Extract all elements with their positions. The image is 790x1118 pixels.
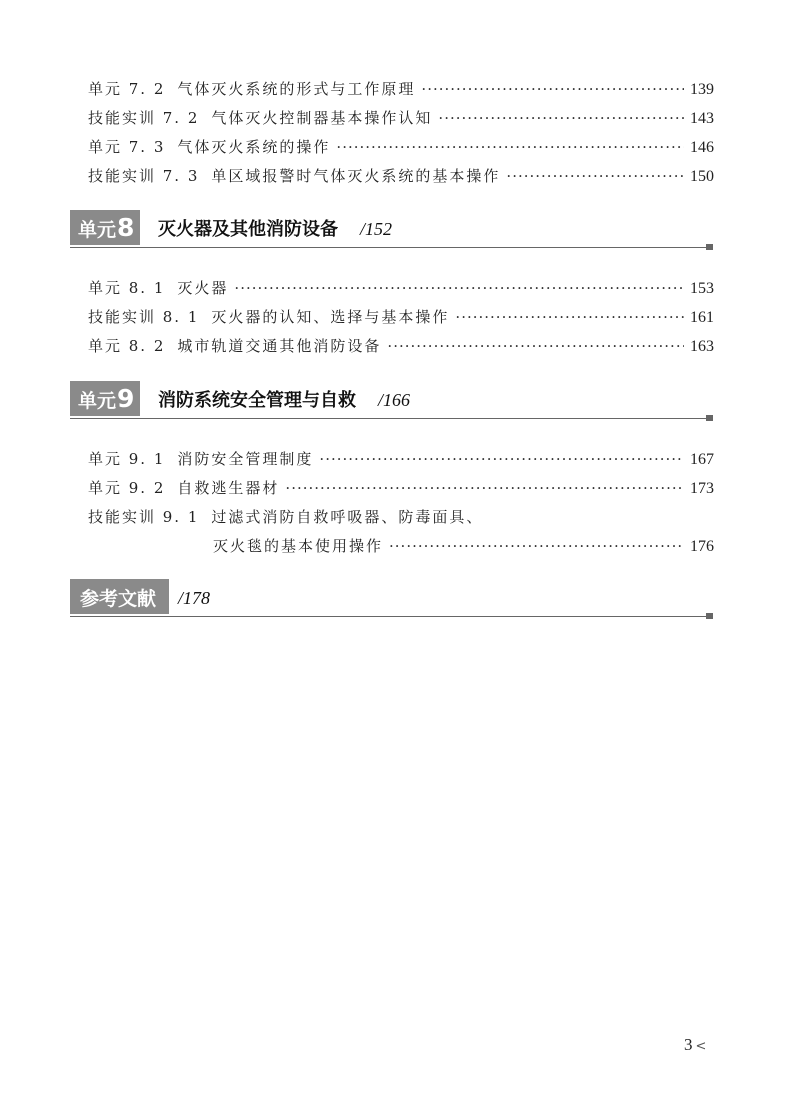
toc-entry-page: 139 xyxy=(690,81,714,98)
toc-leader-dots xyxy=(336,136,684,158)
toc-leader-dots xyxy=(234,277,684,299)
references-badge-label: 参考文献 xyxy=(80,588,157,610)
toc-entry-title: 过滤式消防自救呼吸器、防毒面具、 xyxy=(211,508,484,526)
page-number: 3 xyxy=(684,1035,693,1054)
unit-badge xyxy=(70,210,140,245)
toc-entry-page: 150 xyxy=(690,168,714,185)
toc-entry[interactable] xyxy=(88,107,714,129)
toc-leader-dots xyxy=(455,306,684,328)
toc-entry[interactable] xyxy=(88,477,714,499)
toc-entry-title: 灭火器 xyxy=(177,279,229,297)
unit-badge-label: 单元 xyxy=(78,219,117,241)
toc-entry-title: 城市轨道交通其他消防设备 xyxy=(177,337,382,355)
references-title-line xyxy=(178,585,210,612)
toc-entry[interactable] xyxy=(88,136,714,158)
toc-entry-page: 161 xyxy=(690,309,714,326)
unit-title-line xyxy=(158,387,410,414)
unit-title: 消防系统安全管理与自救 xyxy=(158,390,356,411)
toc-entry-code: 单元 8. 2 xyxy=(88,337,166,355)
toc-entry[interactable] xyxy=(88,306,714,328)
footer-mark: < xyxy=(695,1039,707,1054)
toc-entry-code: 技能实训 7. 2 xyxy=(88,109,200,127)
toc-entry-title: 灭火毯的基本使用操作 xyxy=(213,537,384,555)
toc-leader-dots xyxy=(285,477,684,499)
toc-entry-page: 163 xyxy=(690,338,714,355)
toc-entry-code: 单元 7. 3 xyxy=(88,138,166,156)
toc-entry-code: 技能实训 8. 1 xyxy=(88,308,200,326)
toc-entry-code: 单元 9. 1 xyxy=(88,450,166,468)
unit-divider-end xyxy=(706,415,713,421)
toc-leader-dots xyxy=(506,165,684,187)
unit-divider xyxy=(70,418,713,419)
unit-header[interactable] xyxy=(70,381,713,421)
unit-header[interactable] xyxy=(70,210,713,250)
unit-divider-end xyxy=(706,244,713,250)
unit-badge-label: 单元 xyxy=(78,390,117,412)
toc-entry-title: 灭火器的认知、选择与基本操作 xyxy=(211,308,450,326)
unit-page: /152 xyxy=(360,219,393,239)
toc-entry-title: 自救逃生器材 xyxy=(177,479,280,497)
toc-entry[interactable] xyxy=(88,335,714,357)
toc-entry-title: 气体灭火控制器基本操作认知 xyxy=(211,109,433,127)
toc-entry-code: 技能实训 9. 1 xyxy=(88,508,200,526)
toc-entry-title: 消防安全管理制度 xyxy=(177,450,314,468)
toc-entry-page: 153 xyxy=(690,280,714,297)
toc-entry[interactable] xyxy=(88,277,714,299)
toc-entry-title: 气体灭火系统的形式与工作原理 xyxy=(177,80,416,98)
unit-divider-end xyxy=(706,613,713,619)
toc-entry-page: 173 xyxy=(690,480,714,497)
unit-title-line xyxy=(158,216,392,243)
toc-entry[interactable] xyxy=(88,506,714,528)
toc-entry-title: 气体灭火系统的操作 xyxy=(177,138,331,156)
unit-badge xyxy=(70,381,140,416)
toc-entry-page: 176 xyxy=(690,538,714,555)
references-header[interactable] xyxy=(70,579,713,619)
references-badge xyxy=(70,579,169,614)
toc-entry[interactable] xyxy=(88,448,714,470)
toc-entry-page: 143 xyxy=(690,110,714,127)
toc-entry-page: 167 xyxy=(690,451,714,468)
page-footer xyxy=(684,1035,706,1055)
toc-entry-title: 单区域报警时气体灭火系统的基本操作 xyxy=(211,167,501,185)
toc-entry[interactable] xyxy=(88,78,714,100)
toc-entry-code: 单元 9. 2 xyxy=(88,479,166,497)
unit-title: 灭火器及其他消防设备 xyxy=(158,219,338,240)
unit-page: /166 xyxy=(378,390,411,410)
toc-entry-code: 单元 8. 1 xyxy=(88,279,166,297)
toc-entry-page: 146 xyxy=(690,139,714,156)
toc-entry-continuation[interactable] xyxy=(213,535,714,557)
toc-leader-dots xyxy=(387,335,684,357)
toc-entry-code: 单元 7. 2 xyxy=(88,80,166,98)
references-page: /178 xyxy=(178,588,211,608)
unit-divider xyxy=(70,616,713,617)
unit-badge-number: 8 xyxy=(117,213,135,242)
unit-divider xyxy=(70,247,713,248)
toc-leader-dots xyxy=(389,535,684,557)
toc-leader-dots xyxy=(319,448,684,470)
toc-leader-dots xyxy=(438,107,684,129)
toc-entry[interactable] xyxy=(88,165,714,187)
toc-entry-code: 技能实训 7. 3 xyxy=(88,167,200,185)
toc-leader-dots xyxy=(421,78,684,100)
unit-badge-number: 9 xyxy=(117,384,135,413)
